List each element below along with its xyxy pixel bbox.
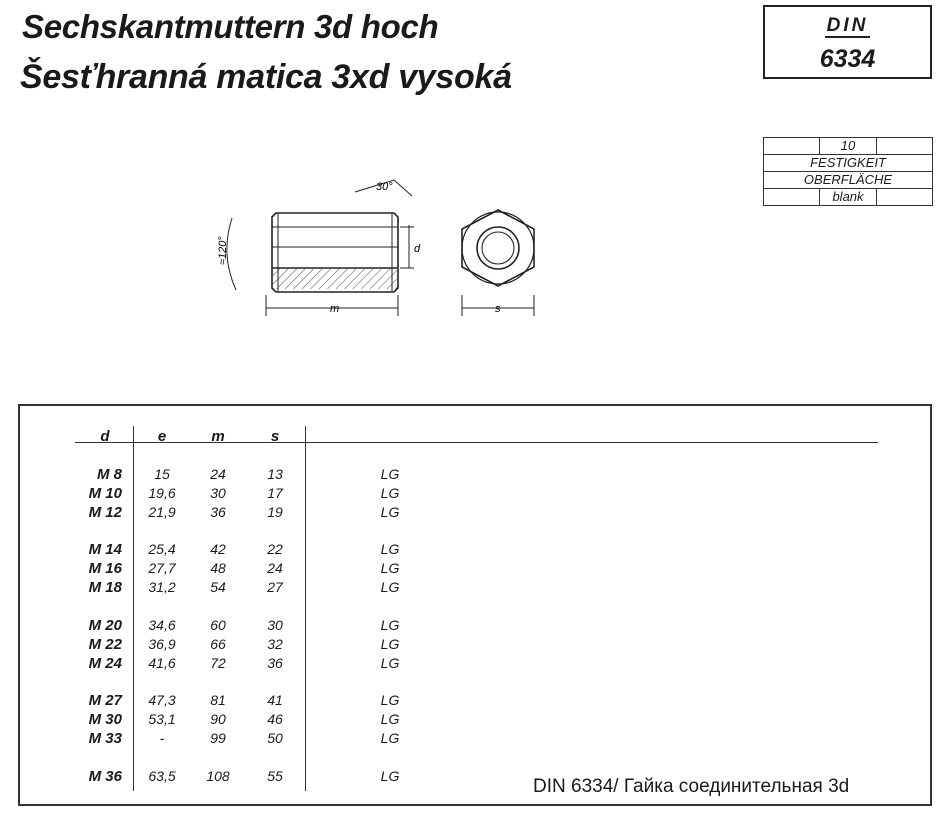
- header-s: s: [270, 428, 280, 445]
- din-number: 6334: [819, 45, 876, 73]
- cell-m: 48: [210, 560, 226, 576]
- cell-d: M 24: [88, 655, 122, 672]
- cell-e: 21,9: [148, 504, 176, 520]
- cell-d: M 27: [88, 692, 122, 709]
- cell-note: LG: [380, 579, 400, 595]
- cell-m: 81: [210, 692, 226, 708]
- angle-30-label: 30°: [376, 181, 393, 193]
- cell-s: 17: [267, 485, 283, 501]
- cell-s: 13: [267, 466, 283, 482]
- footer-caption: DIN 6334/ Гайка соединительная 3d: [533, 776, 850, 797]
- cell-note: LG: [380, 692, 400, 708]
- cell-e: 47,3: [148, 692, 176, 708]
- cell-e: 31,2: [148, 579, 176, 595]
- grade-table: [763, 137, 933, 206]
- column-divider-d: [133, 426, 134, 791]
- cell-s: 27: [267, 579, 283, 595]
- cell-e: 34,6: [148, 617, 176, 633]
- cell-e: 27,7: [148, 560, 176, 576]
- cell-e: -: [159, 730, 165, 746]
- cell-d: M 18: [88, 579, 122, 596]
- cell-s: 50: [267, 730, 283, 746]
- cell-m: 24: [210, 466, 226, 482]
- header-e: e: [157, 428, 167, 445]
- cell-m: 99: [210, 730, 226, 746]
- surface-label: OBERFLÄCHE: [764, 172, 933, 189]
- angle-120-label: ≈120°: [217, 236, 229, 265]
- cell-s: 32: [267, 636, 283, 652]
- cell-m: 30: [210, 485, 226, 501]
- cell-s: 22: [267, 541, 283, 557]
- cell-s: 46: [267, 711, 283, 727]
- dim-s-label: s: [495, 303, 501, 315]
- nut-technical-drawing: [200, 170, 560, 330]
- nut-side-view: [272, 213, 398, 292]
- cell-e: 36,9: [148, 636, 176, 652]
- cell-note: LG: [380, 617, 400, 633]
- surface-value: blank: [820, 189, 877, 206]
- cell-d: M 8: [96, 466, 122, 483]
- cell-m: 108: [206, 768, 230, 784]
- cell-s: 55: [267, 768, 283, 784]
- din-standard-box: [763, 5, 932, 79]
- cell-d: M 20: [88, 617, 122, 634]
- column-divider-s: [305, 426, 306, 791]
- cell-note: LG: [380, 636, 400, 652]
- cell-s: 36: [267, 655, 283, 671]
- header-d: d: [100, 428, 110, 445]
- cell-note: LG: [380, 768, 400, 784]
- cell-d: M 12: [88, 504, 122, 521]
- cell-m: 60: [210, 617, 226, 633]
- table-header-rule: [75, 442, 878, 443]
- cell-d: M 14: [88, 541, 122, 558]
- strength-value: 10: [820, 138, 877, 155]
- cell-e: 53,1: [148, 711, 176, 727]
- dim-m-label: m: [330, 303, 340, 315]
- title-german: Sechskantmuttern 3d hoch: [22, 8, 439, 45]
- cell-m: 90: [210, 711, 226, 727]
- cell-m: 42: [210, 541, 226, 557]
- cell-d: M 10: [88, 485, 122, 502]
- cell-m: 36: [210, 504, 226, 520]
- cell-e: 15: [154, 466, 170, 482]
- cell-note: LG: [380, 711, 400, 727]
- cell-note: LG: [380, 504, 400, 520]
- cell-note: LG: [380, 485, 400, 501]
- title-slovak: Šesťhranná matica 3xd vysoká: [20, 58, 512, 96]
- cell-s: 24: [267, 560, 283, 576]
- strength-label: FESTIGKEIT: [764, 155, 933, 172]
- cell-d: M 30: [88, 711, 122, 728]
- cell-e: 19,6: [148, 485, 176, 501]
- cell-e: 25,4: [148, 541, 176, 557]
- cell-e: 41,6: [148, 655, 176, 671]
- cell-note: LG: [380, 730, 400, 746]
- dimension-lines: [227, 180, 534, 316]
- nut-end-view: [462, 210, 534, 286]
- cell-d: M 16: [88, 560, 122, 577]
- cell-d: M 36: [88, 768, 122, 785]
- dim-d-label: d: [414, 243, 421, 255]
- cell-note: LG: [380, 560, 400, 576]
- cell-m: 54: [210, 579, 226, 595]
- din-label: DIN: [826, 15, 869, 36]
- cell-s: 41: [267, 692, 283, 708]
- cell-note: LG: [380, 655, 400, 671]
- cell-note: LG: [380, 466, 400, 482]
- cell-e: 63,5: [148, 768, 176, 784]
- cell-d: M 22: [88, 636, 122, 653]
- cell-m: 72: [210, 655, 226, 671]
- cell-d: M 33: [88, 730, 122, 747]
- cell-note: LG: [380, 541, 400, 557]
- cell-m: 66: [210, 636, 226, 652]
- cell-s: 19: [267, 504, 283, 520]
- header-m: m: [211, 428, 225, 445]
- cell-s: 30: [267, 617, 283, 633]
